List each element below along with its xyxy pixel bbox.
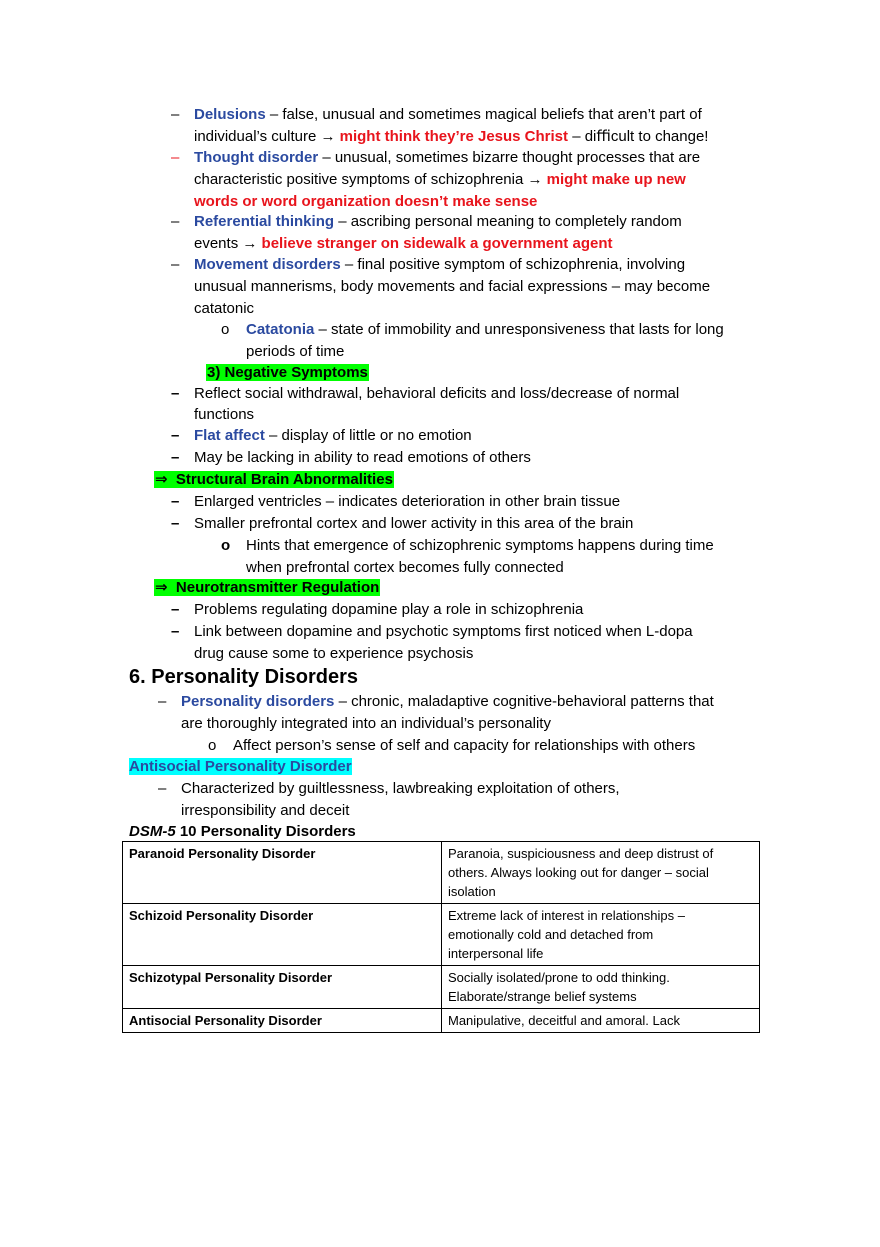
dash-bullet: – [171,601,180,618]
dash-bullet: – [158,693,167,710]
personality-term: Personality disorders [181,693,335,710]
arrow-icon: ⇒ [155,579,168,596]
thought-text: unusual, sometimes bizarre thought processes that are [334,149,701,166]
structural-line-1: Enlarged ventricles – indicates deterioration in other brain tissue [194,493,621,510]
neuro-line-2b: drug cause some to experience psychosis [194,645,474,662]
description-line: Elaborate/strange belief systems [448,989,637,1004]
delusions-text: false, unusual and sometimes magical beliefs that aren’t part of [282,106,702,123]
negative-line-1: Reflect social withdrawal, behavioral deficits and loss/decrease of normal [194,385,680,402]
structural-heading-label [154,471,394,488]
personality-line-1 [181,691,714,713]
structural-line-2: Smaller prefrontal cortex and lower activity in this area of the brain [194,515,634,532]
thought-example: might make up new [546,171,686,188]
personality-text: chronic, maladaptive cognitive‐behavioral patterns that [351,693,714,710]
dash-bullet: – [171,213,180,230]
description-line: Manipulative, deceitful and amoral. Lack [448,1013,680,1028]
description-line: others. Always looking out for danger – social [448,865,709,880]
delusions-term: Delusions [194,106,266,123]
movement-term: Movement disorders [194,256,341,273]
neuro-line-2: Link between dopamine and psychotic symptoms first noticed when L‐dopa [194,623,693,640]
catatonia-term: Catatonia [246,321,315,338]
table-row [123,904,760,966]
disorder-description-cell [442,904,760,966]
description-line: Socially isolated/prone to odd thinking. [448,970,670,985]
disorder-name-cell: Schizoid Personality Disorder [123,904,442,966]
delusions-text-3: – diﬃcult to change! [568,128,709,145]
separator: – [264,427,282,444]
disorder-name-cell: Schizotypal Personality Disorder [123,966,442,1009]
flat-affect-line [194,425,472,447]
dsm-caption-text: 10 Personality Disorders [175,823,356,840]
dash-bullet: – [171,449,180,466]
referential-text-2: events → [194,235,262,252]
circle-bullet: o [221,321,230,338]
circle-bullet: o [221,537,231,554]
disorder-description-cell [442,842,760,904]
separator: – [265,106,283,123]
separator: – [334,213,351,230]
dash-bullet: – [171,106,180,123]
arrow-icon: ⇒ [155,471,168,488]
separator: – [318,149,335,166]
neuro-heading [154,577,380,599]
dash-bullet: – [158,780,167,797]
antisocial-line-1: Characterized by guiltlessness, lawbreaking exploitation of others, [181,780,620,797]
dash-bullet: – [171,515,180,532]
delusions-text-2: individual’s culture → [194,128,340,145]
referential-line-2 [194,233,612,255]
catatonia-line-2: periods of time [246,343,345,360]
description-line: Extreme lack of interest in relationships – [448,908,685,923]
structural-heading [154,469,394,491]
disorder-description-cell [442,1009,760,1033]
antisocial-line-2: irresponsibility and deceit [181,802,350,819]
referential-example: believe stranger on sidewalk a government agent [261,235,613,252]
neuro-line-1: Problems regulating dopamine play a role in schizophrenia [194,601,584,618]
disorder-description-cell [442,966,760,1009]
movement-text: final positive symptom of schizophrenia, involving [357,256,686,273]
antisocial-heading [129,756,352,778]
dash-bullet: – [171,493,180,510]
catatonia-text: state of immobility and unresponsiveness that lasts for long [331,321,724,338]
referential-text: ascribing personal meaning to completely random [350,213,682,230]
referential-line-1 [194,211,682,233]
description-line: isolation [448,884,496,899]
negative-symptoms-label: 3) Negative Symptoms [207,364,368,381]
thought-line-2 [194,169,686,191]
delusions-line-1 [194,104,702,126]
personality-line-2: are thoroughly integrated into an individual’s personality [181,715,551,732]
thought-text-2: characteristic positive symptoms of schizophrenia → [194,171,547,188]
delusions-example: might think they’re Jesus Christ [339,128,569,145]
separator: – [334,693,352,710]
flat-affect-term: Flat affect [194,427,265,444]
catatonia-line-1 [246,319,724,341]
dash-bullet: – [171,623,180,640]
description-line: interpersonal life [448,946,544,961]
neuro-heading-label [154,579,380,596]
movement-line-2: unusual mannerisms, body movements and facial expressions – may become [194,278,711,295]
separator: – [340,256,358,273]
circle-bullet: o [208,737,217,754]
personality-sub: Affect person’s sense of self and capacity for relationships with others [233,737,696,754]
neuro-heading-text: Neurotransmitter Regulation [175,579,380,596]
dsm-label: DSM-5 [129,823,176,840]
table-row [123,842,760,904]
delusions-line-2 [194,126,708,148]
negative-line-1b: functions [194,406,255,423]
thought-example-2: words or word organization doesn’t make sense [194,193,538,210]
structural-sub-1: Hints that emergence of schizophrenic symptoms happens during time [246,537,714,554]
dash-bullet: – [171,385,180,402]
dash-bullet: – [171,149,180,166]
table-row [123,966,760,1009]
dash-bullet: – [171,256,180,273]
thought-term: Thought disorder [194,149,319,166]
separator: – [314,321,332,338]
antisocial-heading-label: Antisocial Personality Disorder [129,758,352,775]
description-line: emotionally cold and detached from [448,927,654,942]
movement-line-1 [194,254,685,276]
structural-sub-2: when prefrontal cortex becomes fully connected [246,559,564,576]
thought-line-1 [194,147,700,169]
dsm-table-caption [129,821,356,843]
description-line: Paranoia, suspiciousness and deep distrust of [448,846,714,861]
table-row [123,1009,760,1033]
flat-affect-text: display of little or no emotion [281,427,472,444]
personality-disorders-table [122,841,760,1033]
dash-bullet: – [171,427,180,444]
structural-heading-text: Structural Brain Abnormalities [175,471,393,488]
negative-line-3: May be lacking in ability to read emotions of others [194,449,531,466]
negative-symptoms-heading [206,362,369,384]
disorder-name-cell: Antisocial Personality Disorder [123,1009,442,1033]
movement-line-3: catatonic [194,300,255,317]
disorder-name-cell: Paranoid Personality Disorder [123,842,442,904]
referential-term: Referential thinking [194,213,335,230]
section-title: 6. Personality Disorders [129,666,358,688]
